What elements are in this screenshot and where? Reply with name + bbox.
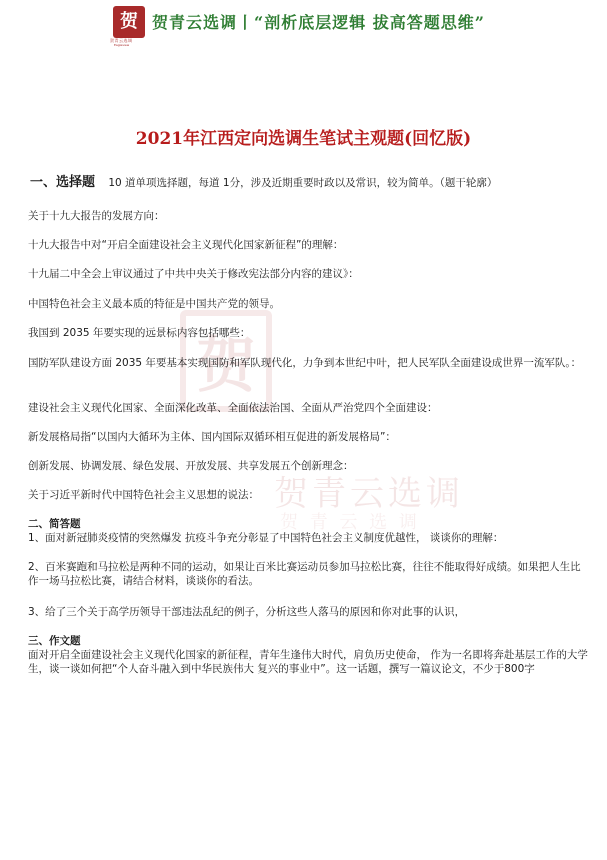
section1-item: 创新发展、协调发展、绿色发展、开放发展、共享发展五个创新理念： [28, 460, 354, 472]
section1-item: 关于习近平新时代中国特色社会主义思想的说法： [28, 489, 259, 501]
section1-heading: 一、选择题 [30, 175, 96, 190]
section1-item: 十九大报告中对“开启全面建设社会主义现代化国家新征程”的理解： [28, 239, 344, 251]
logo-subtext: 贺青云选调 [110, 38, 133, 43]
section2-heading: 二、简答题 [28, 518, 81, 530]
page-header [0, 0, 607, 48]
section1-item: 我国到 2035 年要实现的远景标内容包括哪些： [28, 327, 251, 339]
document-title: 2021年江西定向选调生笔试主观题(回忆版) [135, 129, 472, 149]
section1-item: 新发展格局指“以国内大循环为主体、国内国际双循环相互促进的新发展格局”： [28, 431, 396, 443]
logo-char: 贺 [120, 11, 138, 32]
section2-question-2: 2、百米赛跑和马拉松是两种不同的运动，如果让百米比赛运动员参加马拉松比赛，往往不能取得好成绩。如果把人生比作一场马拉松比赛，请结合材料，谈谈你的看法。 [28, 561, 581, 587]
section1-item: 十九届二中全会上审议通过了中共中央关于修改宪法部分内容的建议》： [28, 268, 359, 280]
watermark-text: 贺青云选调 [274, 474, 464, 514]
brand-logo [113, 6, 145, 38]
section1-item: 关于十九大报告的发展方向： [28, 210, 165, 222]
section1-item: 中国特色社会主义最本质的特征是中国共产党的领导。 [28, 298, 280, 310]
section1-description: 10 道单项选择题，每道 1分，涉及近期重要时政以及常识，较为简单。（题干轮廓） [108, 177, 498, 189]
section3-heading: 三、作文题 [28, 635, 81, 647]
header-slogan: 贺青云选调丨“剖析底层逻辑 拔高答题思维” [152, 13, 485, 32]
section3-body: 面对开启全面建设社会主义现代化国家的新征程，青年生逢伟大时代，肩负历史使命， 作为一名即将奔赴基层工作的大学生，谈一谈如何把“个人奋斗融入到中华民族伟大 复兴的事业中”。这一话题，撰写一篇议论文，不少于800字 [28, 649, 588, 675]
section2-question-3: 3、给了三个关于高学历领导干部违法乱纪的例子，分析这些人落马的原因和你对此事的认识， [28, 606, 466, 618]
watermark-seal-char: 贺 [196, 331, 256, 401]
watermark-subtext: 贺 青 云 选 调 [280, 512, 420, 533]
logo-subtext-latin: Eagleview [114, 43, 130, 47]
section1-item: 国防军队建设方面 2035 年要基本实现国防和军队现代化，力争到本世纪中叶，把人民军队全面建设成世界一流军队。： [28, 357, 582, 369]
section1-item: 建设社会主义现代化国家、全面深化改革、全面依法治国、全面从严治党四个全面建设： [28, 402, 438, 414]
section2-question-1: 1、面对新冠肺炎疫情的突然爆发 抗疫斗争充分彰显了中国特色社会主义制度优越性， 谈谈你的理解： [28, 532, 504, 544]
section1-header [30, 176, 497, 190]
